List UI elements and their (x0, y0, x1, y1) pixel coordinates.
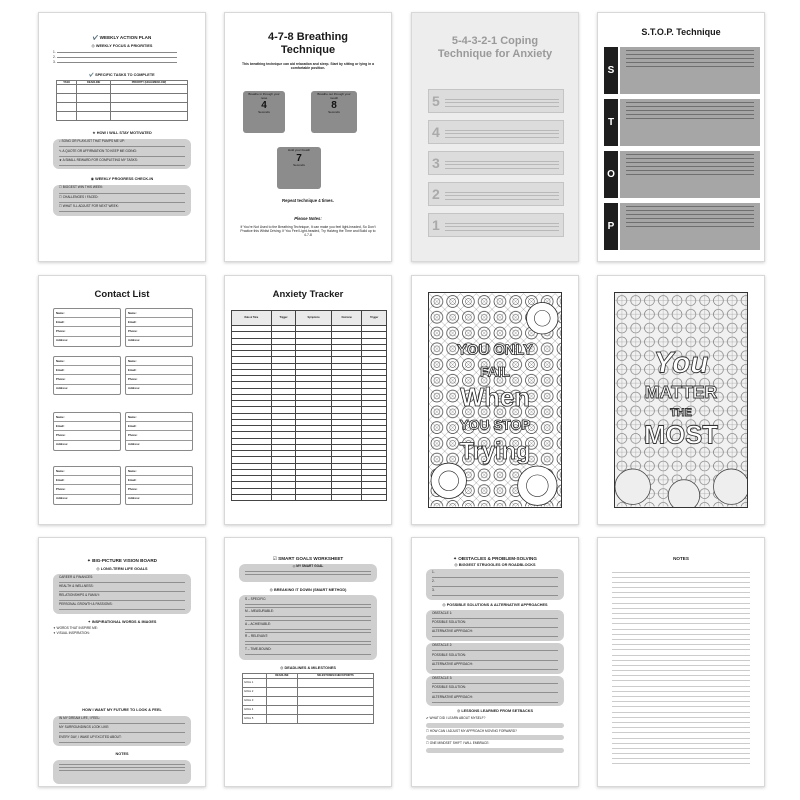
contact-field: Name: (126, 467, 192, 476)
section-heading: HOW I WANT MY FUTURE TO LOOK & FEEL (82, 708, 162, 713)
stop-row-o: O (604, 151, 760, 198)
contact-field: Phone: (126, 485, 192, 494)
contact-field: Email: (54, 318, 120, 327)
contact-field: Address: (128, 496, 141, 501)
page-obstacles: ✦ OBSTACLES & PROBLEM-SOLVING ◎ BIGGEST STRUGGLES OR ROADBLOCKS 1. 2. 3. ◎ POSSIBLE SOLUTIONS & ALTERNATIVE APPROACHES OBSTACLE 1: POSSIBLE SOLUTION: ALTERNATIVE APPROACH: OBSTACLE 2: POSSIBLE SOLUTION: ALTERNATIVE APPROACH: OBSTACLE 3: POSSIBLE SOLUTION: ALTERNATIVE APPROACH: ◎ LESSONS LEARNED FROM SETBACKS ✔ WHAT DID I LEARN ABOUT MYSELF? ☐ HOW CAN I ADJUST MY APPROACH MOVING FORWARD? ☐ ONE MINDSET SHIFT I WILL EMBRACE: (411, 537, 579, 787)
page-title: ☑ SMART GOALS WORKSHEET (272, 556, 344, 561)
page-title: ✔️ WEEKLY ACTION PLAN (92, 35, 152, 40)
contact-field: Phone: (54, 327, 120, 336)
contact-field: Address: (128, 442, 141, 447)
stop-row-t: T (604, 99, 760, 146)
section-heading: ◉ WEEKLY PROGRESS CHECK-IN (90, 177, 154, 182)
page-stop-technique (597, 12, 765, 262)
quote-line: MOST (644, 421, 718, 450)
section-heading: ◎ BREAKING IT DOWN (SMART METHOD) (269, 587, 347, 592)
contact-field: Address: (56, 338, 69, 343)
section-heading: ◎ POSSIBLE SOLUTIONS & ALTERNATIVE APPROACHES (442, 602, 548, 607)
contact-card (125, 412, 193, 451)
quote-line: Trying (459, 439, 531, 466)
step-3: 3 (428, 151, 564, 175)
notes-title: Please Notes: (294, 216, 322, 221)
page-title: ✦ OBSTACLES & PROBLEM-SOLVING (453, 556, 537, 561)
quote-line: When (460, 383, 530, 412)
contact-field: Name: (54, 357, 120, 366)
step-1: 1 (428, 213, 564, 237)
step-5: 5 (428, 89, 564, 113)
quote-line: MATTER (644, 382, 718, 403)
contact-field: Email: (54, 476, 120, 485)
contact-field: Email: (54, 422, 120, 431)
page-breathing-technique (224, 12, 392, 262)
page-title: 5-4-3-2-1 Coping Technique for Anxiety (437, 35, 553, 60)
page-grounding-technique (411, 12, 579, 262)
page-coloring-quote-2 (597, 275, 765, 525)
page-title: S.T.O.P. Technique (641, 27, 721, 37)
contact-card (53, 308, 121, 347)
contact-field: Phone: (54, 375, 120, 384)
step-4: 4 (428, 120, 564, 144)
coloring-illustration (614, 292, 748, 508)
contact-field: Name: (54, 467, 120, 476)
page-title: Anxiety Tracker (272, 289, 344, 300)
page-notes (597, 537, 765, 787)
tracker-table: Date & Time Trigger Symptoms Outcome Trigger (231, 310, 387, 501)
quote-line: You (653, 346, 709, 380)
intro-text: This breathing technique can aid relaxation and sleep. Start by sitting or lying in a comfortable position. (241, 62, 375, 71)
contact-field: Email: (126, 422, 192, 431)
page-weekly-action-plan: ✔️ WEEKLY ACTION PLAN ◎ WEEKLY FOCUS & PRIORITIES 1. 2. 3. ✔️ SPECIFIC TASKS TO COMPLETE TASK DEADLINE PRIORITY (HIGH/MED/LOW) ★ HOW I WILL STAY MOTIVATED ♪ SONG OR PLAYLIST THAT PUMPS ME UP: ✎ A QUOTE OR AFFIRMATION TO KEEP ME GOING: ★ A SMALL REWARD FOR COMPLETING MY TASKS: ◉ WEEKLY PROGRESS CHECK-IN ☐ BIGGEST WIN THIS WEEK: ☐ CHALLENGES I FACED: ☐ WHAT I'LL ADJUST FOR NEXT WEEK: (38, 12, 206, 262)
contact-field: Name: (54, 309, 120, 318)
page-anxiety-tracker (224, 275, 392, 525)
section-heading: ◎ BIGGEST STRUGGLES OR ROADBLOCKS (454, 562, 536, 567)
page-title: ✦ BIG-PICTURE VISION BOARD (87, 558, 157, 563)
note-lines (598, 572, 764, 765)
breath-in-bubble: Breathe in through your nose 4 Seconds (243, 91, 285, 133)
contact-field: Phone: (126, 375, 192, 384)
page-coloring-quote-1 (411, 275, 579, 525)
tasks-table: TASK DEADLINE PRIORITY (HIGH/MED/LOW) (56, 80, 188, 121)
section-heading: ✔️ SPECIFIC TASKS TO COMPLETE (89, 72, 155, 77)
contact-field: Email: (126, 318, 192, 327)
repeat-text: Repeat technique 4 times. (282, 198, 334, 203)
contact-card (125, 356, 193, 395)
contact-field: Address: (128, 338, 141, 343)
contact-field: Phone: (54, 431, 120, 440)
contact-field: Address: (56, 442, 69, 447)
contact-card (125, 308, 193, 347)
section-heading: NOTES (115, 752, 129, 757)
quote-line: FAIL (480, 364, 510, 380)
section-heading: ★ HOW I WILL STAY MOTIVATED (92, 131, 152, 136)
contact-card (53, 466, 121, 505)
contact-field: Email: (126, 476, 192, 485)
contact-field: Name: (126, 413, 192, 422)
contact-field: Phone: (126, 431, 192, 440)
section-heading: ◎ WEEKLY FOCUS & PRIORITIES (91, 43, 153, 48)
contact-field: Name: (54, 413, 120, 422)
stop-row-p: P (604, 203, 760, 250)
milestones-table: DEADLINE MILESTONES/CHECKPOINTS GOAL 1 GOAL 2 GOAL 3 GOAL 4 GOAL 5 (242, 673, 374, 723)
page-title: 4-7-8 Breathing Technique (267, 31, 349, 56)
section-heading: ✦ INSPIRATIONAL WORDS & IMAGES (87, 619, 157, 624)
contact-field: Address: (128, 386, 141, 391)
contact-card (53, 412, 121, 451)
page-title: Contact List (94, 289, 150, 300)
step-2: 2 (428, 182, 564, 206)
hold-breath-bubble: Hold your breath 7 Seconds (277, 147, 321, 189)
contact-field: Phone: (126, 327, 192, 336)
contact-field: Address: (56, 386, 69, 391)
notes-text: If You're Not Used to the Breathing Technique, It can make you feel light-headed, So Don't Practice this Whilst Driving. If You Feel Light-headed, Try Halving the Time and Build up to 4-7-8 (240, 225, 376, 238)
breath-out-bubble: Breathe out through your mouth 8 Seconds (311, 91, 357, 133)
stop-row-s: S (604, 47, 760, 94)
quote-line: THE (670, 406, 692, 419)
contact-field: Phone: (54, 485, 120, 494)
page-vision-board: ✦ BIG-PICTURE VISION BOARD ◎ LONG-TERM LIFE GOALS CAREER & FINANCES: HEALTH & WELLNESS: RELATIONSHIPS & FAMILY: PERSONAL GROWTH & PASSIONS: ✦ INSPIRATIONAL WORDS & IMAGES ✦ WORDS THAT INSPIRE ME: ✦ VISUAL INSPIRATION: HOW I WANT MY FUTURE TO LOOK & FEEL IN MY DREAM LIFE, I FEEL: MY SURROUNDINGS LOOK LIKE: EVERY DAY, I WAKE UP EXCITED ABOUT: NOTES (38, 537, 206, 787)
section-heading: ◎ LONG-TERM LIFE GOALS (96, 566, 148, 571)
contact-field: Name: (126, 357, 192, 366)
page-title: NOTES (673, 556, 689, 561)
section-heading: ◎ DEADLINES & MILESTONES (280, 665, 336, 670)
contact-card (53, 356, 121, 395)
contact-field: Name: (126, 309, 192, 318)
quote-line: YOU ONLY (457, 342, 533, 359)
quote-line: YOU STOP (459, 417, 531, 433)
contact-field: Email: (126, 366, 192, 375)
page-smart-goals: ☑ SMART GOALS WORKSHEET ◎ MY SMART GOAL ◎ BREAKING IT DOWN (SMART METHOD) S – SPECIFIC: M – MEASURABLE: A – ACHIEVABLE: R – RELEVANT: T – TIME-BOUND: ◎ DEADLINES & MILESTONES DEADLINE MILESTONES/CHECKPOINTS GOAL 1 GOAL 2 GOAL 3 GOAL 4 GOAL 5 (224, 537, 392, 787)
page-contact-list (38, 275, 206, 525)
coloring-illustration (428, 292, 562, 508)
contact-field: Address: (56, 496, 69, 501)
section-heading: ◎ LESSONS LEARNED FROM SETBACKS (456, 709, 534, 714)
contact-field: Email: (54, 366, 120, 375)
contact-card (125, 466, 193, 505)
